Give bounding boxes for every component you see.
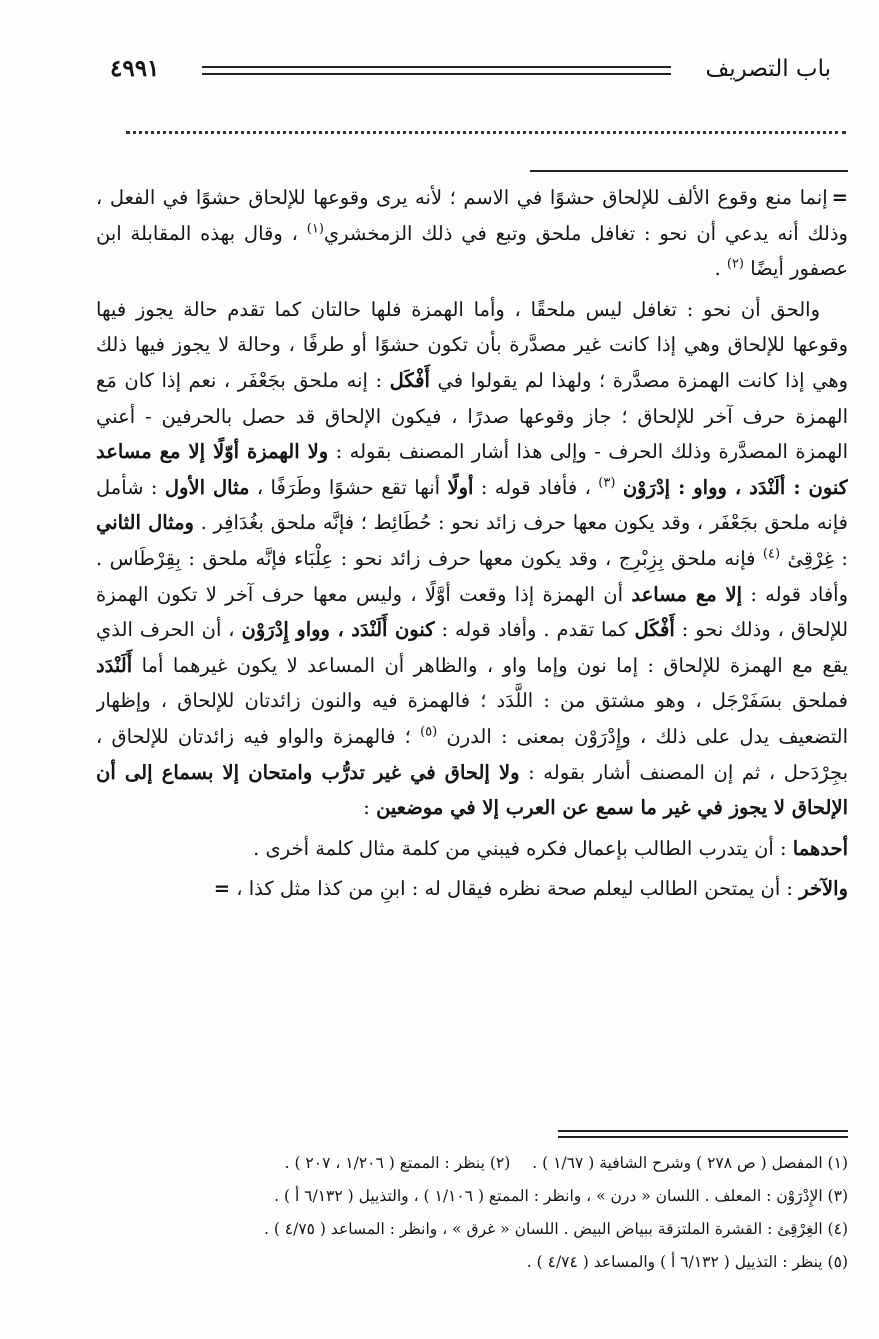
footnote-line: (٣) الإِدْرَوْن : المعلف . اللسان « درن » ، وانظر : الممتع ( ١/١٠٦ ) ، والتذييل ( ٦/١٣٢ أ ) . <box>274 1187 848 1205</box>
footnote-ref: (٥) <box>420 724 438 740</box>
page-number: ٤٩٩١ <box>110 55 160 82</box>
continuation-marker: = <box>213 877 231 901</box>
footnote-line: (١) المفصل ( ص ٢٧٨ ) وشرح الشافية ( ١/٦٧ ) .(٢) ينظر : الممتع ( ١/٢٠٦ ، ٢٠٧ ) . <box>284 1154 848 1172</box>
chapter-title: باب التصريف <box>705 56 831 82</box>
footnote-line: (٥) ينظر : التذييل ( ٦/١٣٢ أ ) والمساعد ( ٤/٧٤ ) . <box>526 1253 848 1271</box>
running-header <box>110 52 831 86</box>
continuation-marker: = <box>831 186 848 209</box>
footnote-separator <box>558 1130 848 1138</box>
footnote-line: (٤) الغِرْقِئ : القشرة الملتزقة ببياض البيض . اللسان « غرق » ، وانظر : المساعد ( ٤/٧٥ ) . <box>263 1220 848 1238</box>
footnotes <box>96 1147 848 1279</box>
main-text <box>96 180 848 1105</box>
paragraph-2: والحق أن نحو : تغافل ليس ملحقًا ، وأما الهمزة فلها حالتان كما تقدم حالة يجوز فيها وقوعها للإلحاق وهي إذا كانت غير مصدَّرة بأن تكون حشوًا أو طرفًا ، وحالة لا يجوز فيها ذلك وهي إذا كانت الهمزة مصدَّرة ؛ ولهذا لم يقولوا في أَفْكَل : إنه ملحق بجَعْفَر ، نعم إذا كان مَع الهمزة حرف آخر للإلحاق ؛ جاز وقوعها صدرًا ، فيكون الإلحاق قد حصل بالحرفين - أعني الهمزة المصدَّرة وذلك الحرف - وإلى هذا أشار المصنف بقوله : ولا الهمزة أوّلًا إلا مع مساعد كنون : ألَنْدَد ، وواو : إدْرَوْن $^{(٣)}$ ، فأفاد قوله : أولًا أنها تقع حشوًا وطَرَفًا ، مثال الأول : شأمل فإنه ملحق بجَعْفَر ، وقد يكون معها حرف زائد نحو : حُطَائِط ؛ فإنَّه ملحق بغُدَافِر . ومثال الثاني : غِرْقِئ $^{(٤)}$ فإنه ملحق بِزِبْرِج ، وقد يكون معها حرف زائد نحو : عِلْبَاء فإنَّه ملحق : بِقِرْطَاس . وأفاد قوله : إلا مع مساعد أن الهمزة إذا وقعت أوَّلًا ، وليس معها حرف آخر لا تكون الهمزة للإلحاق ، وذلك نحو : أَفْكَل كما تقدم . وأفاد قوله : كنون أَلَنْدَد ، وواو إِدْرَوْن ، أن الحرف الذي يقع مع الهمزة للإلحاق : إما نون وإما واو ، والظاهر أن المساعد لا يكون غيرهما أما أَلَنْدَد فملحق بسَفَرْجَل ، وهو مشتق من : اللَّدَد ؛ فالهمزة فيه والنون زائدتان للإلحاق ، وإظهار التضعيف يدل على ذلك ، وإِدْرَوْن بمعنى : الدرن $^{(٥)}$ ؛ فالهمزة والواو فيه زائدتان للإلحاق ، بجِرْدَحل ، ثم إن المصنف أشار بقوله : ولا إلحاق في غير تدرُّب وامتحان إلا بسماع إلى أن الإلحاق لا يجوز في غير ما سمع عن العرب إلا في موضعين : <box>96 297 848 820</box>
paragraph-1: =إنما منع وقوع الألف للإلحاق حشوًا في الاسم ؛ لأنه يرى وقوعها للإلحاق حشوًا في الفعل ، وذلك أنه يدعي أن نحو : تغافل ملحق وتبع في ذلك الزمخشري$^{(١)}$ ، وقال بهذه المقابلة ابن عصفور أيضًا $^{(٢)}$ . <box>96 186 848 281</box>
paragraph-3: أحدهما : أن يتدرب الطالب بإعمال فكره فيبني من كلمة مثال كلمة أخرى . <box>253 836 848 860</box>
header-double-rule <box>202 66 671 75</box>
paragraph-4: والآخر : أن يمتحن الطالب ليعلم صحة نظره فيقال له : ابنِ من كذا مثل كذا ، = <box>213 877 848 901</box>
commentary-separator <box>530 170 848 172</box>
dotted-separator <box>126 131 846 134</box>
footnote-ref: (١) <box>306 221 324 237</box>
footnote-ref: (٢) <box>726 256 744 272</box>
footnote-ref: (٣) <box>598 475 616 491</box>
footnote-ref: (٤) <box>762 546 781 562</box>
